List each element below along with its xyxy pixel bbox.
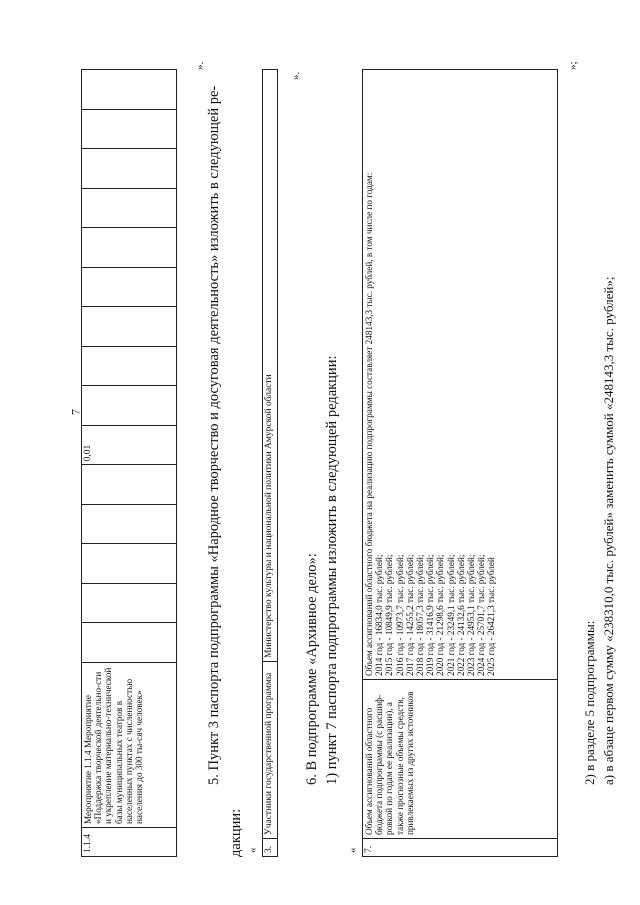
row-value: Министерство культуры и национальной политики Амурской области [263, 70, 278, 662]
value-cell [82, 386, 177, 426]
year-item: 2016 год - 10973,7 тыс. рублей; [394, 554, 405, 676]
year-item: 2018 год - 18057,3 тыс. рублей; [415, 554, 426, 676]
year-item: 2020 год - 21298,6 тыс. рублей; [435, 554, 446, 676]
paragraph-section5-line2: а) в абзаце первом сумму «238310,0 тыс. рублей» заменить суммой «248143,3 тыс. рублей»; [601, 276, 616, 785]
value-cell [82, 109, 177, 149]
closing-quote-3: »; [567, 61, 579, 70]
year-item: 2019 год - 31416,9 тыс. рублей; [425, 554, 436, 676]
value-cell [82, 228, 177, 268]
value-cell [82, 504, 177, 544]
year-item: 2014 год - 16834,0 тыс. рублей; [374, 554, 385, 676]
page-number: 7 [68, 409, 83, 415]
paragraph-6-line1: 6. В подпрограмме «Архивное дело»: [304, 553, 320, 785]
value-cell [82, 583, 177, 623]
year-item: 2022 год - 24132,6 тыс. рублей; [455, 554, 466, 676]
year-list [374, 73, 496, 676]
value-cell [82, 623, 177, 663]
row-label: Объем ассигнований областного бюджета подпрограммы (с расшиф-ровкой по годам ее реализации), а также прогнозные объемы средств, привлекаемых из других источников [363, 680, 558, 839]
row-value [363, 70, 558, 680]
closing-quote-1: ». [194, 61, 206, 70]
year-item: 2021 год - 23249,1 тыс. рублей; [445, 554, 456, 676]
opening-quote-2: « [247, 847, 259, 853]
value-cell [82, 544, 177, 584]
value-cell [82, 188, 177, 228]
value-cell [82, 70, 177, 110]
opening-quote-3: « [347, 847, 359, 853]
row-number: 7. [363, 839, 558, 857]
year-item: 2015 год - 10849,9 тыс. рублей; [384, 554, 395, 676]
paragraph-5-line2: дакции: [228, 808, 244, 857]
table-budget-allocation [362, 69, 558, 857]
table-row [263, 70, 278, 857]
paragraph-6-line2: 1) пункт 7 паспорта подпрограммы изложить в следующей редакции: [324, 355, 340, 785]
year-item: 2023 год - 24953,1 тыс. рублей; [466, 554, 477, 676]
table-row [363, 70, 558, 857]
value-cell [82, 346, 177, 386]
value-cell [82, 307, 177, 347]
table-row [82, 70, 177, 857]
year-item: 2025 год - 26421,3 тыс. рублей [486, 557, 497, 676]
value-cell [82, 149, 177, 189]
paragraph-5-line1: 5. Пункт 3 паспорта подпрограммы «Народное творчество и досуговая деятельность» изложить в следующей ре- [206, 85, 222, 785]
value-cell [82, 465, 177, 505]
row-label: Мероприятие 1.1.4 Мероприятие «Поддержка творческой деятельно-сти и укрепление материально-технической базы муниципальных театров в населенных пунктах с численностью населения до 300 ты-сяч человек» [82, 663, 177, 828]
row-label: Участники государственной программы [263, 662, 278, 839]
row-number: 3. [263, 839, 278, 857]
row-number: 1.1.4 [82, 828, 177, 857]
table-measure-1-1-4 [81, 69, 177, 857]
year-item: 2024 год - 25701,7 тыс. рублей; [476, 554, 487, 676]
paragraph-section5-line1: 2) в разделе 5 подпрограммы: [582, 620, 597, 785]
value-cell: 0,01 [82, 425, 177, 465]
closing-quote-2: ». [290, 71, 302, 80]
table-participants [262, 69, 278, 857]
budget-intro: Объем ассигнований областного бюджета на реализацию подпрограммы составляет 248143,3 тыс. рублей, в том числе по годам: [364, 172, 374, 676]
year-item: 2017 год - 14255,2 тыс. рублей; [404, 554, 415, 676]
value-cell [82, 267, 177, 307]
